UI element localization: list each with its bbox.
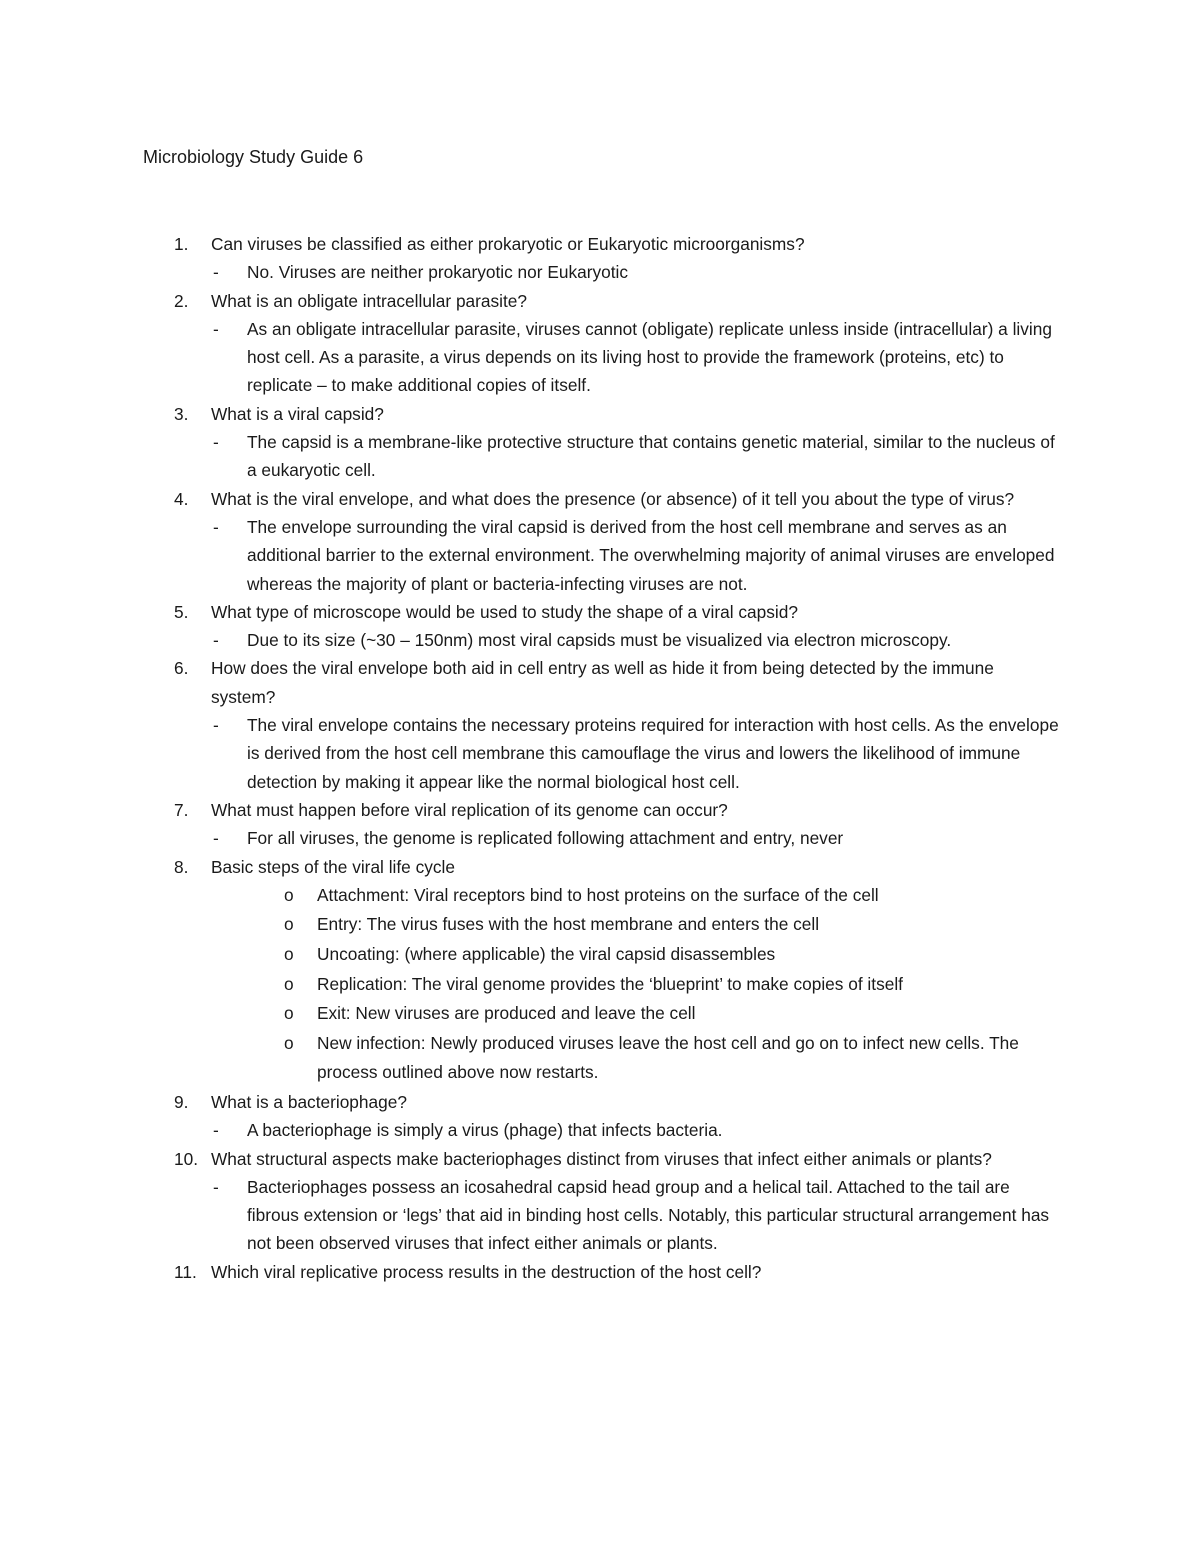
question-text: Basic steps of the viral life cycle (211, 856, 455, 877)
step-text: The virus fuses with the host membrane and enters the cell (366, 914, 820, 935)
life-cycle-step (0, 999, 1057, 1029)
question-number: 10. (174, 1148, 199, 1169)
circle-bullet-icon: o (284, 884, 294, 905)
dash-bullet: - (213, 630, 219, 651)
question-item (0, 654, 1061, 711)
answer-item (0, 824, 1062, 852)
answer-text: Due to its size (~30 – 150nm) most viral capsids must be visualized via electron microscopy. (247, 630, 952, 651)
question-text: Which viral replicative process results in the destruction of the host cell? (211, 1261, 762, 1282)
question-text: What is an obligate intracellular parasite? (211, 290, 528, 311)
answer-text: For all viruses, the genome is replicated following attachment and entry, never (247, 828, 844, 849)
dash-bullet: - (213, 715, 219, 736)
circle-bullet-icon: o (284, 1003, 294, 1024)
question-item (0, 796, 1061, 824)
dash-bullet: - (213, 1120, 219, 1141)
step-text: Viral receptors bind to host proteins on the surface of the cell (414, 884, 879, 905)
question-text: What structural aspects make bacteriophages distinct from viruses that infect either animals or plants? (211, 1148, 992, 1169)
answer-text: The viral envelope contains the necessary proteins required for interaction with host cells. As the envelope is derived from the host cell membrane this camouflage the virus and lowers the likelihood of immune detection by making it appear like the normal biological host cell. (247, 715, 1059, 792)
life-cycle-step (0, 881, 1057, 911)
question-number: 1. (174, 234, 189, 254)
question-text: What is a bacteriophage? (211, 1091, 407, 1112)
question-text: What must happen before viral replication of its genome can occur? (211, 799, 728, 820)
question-item (0, 598, 1061, 626)
answer-item (0, 315, 1062, 400)
step-term: Uncoating: (317, 944, 400, 965)
circle-bullet-icon: o (284, 944, 294, 965)
question-number: 7. (174, 799, 189, 820)
life-cycle-step (0, 1029, 1057, 1088)
step-text: The viral genome provides the ‘blueprint’ to make copies of itself (411, 973, 903, 994)
answer-item (0, 626, 1062, 654)
question-number: 6. (174, 658, 189, 679)
life-cycle-step (0, 970, 1057, 1000)
answer-item (0, 1173, 1062, 1258)
question-item (0, 1258, 1061, 1286)
answer-item (0, 711, 1062, 796)
circle-bullet-icon: o (284, 1032, 294, 1053)
answer-text: The capsid is a membrane-like protective structure that contains genetic material, similar to the nucleus of a eukaryotic cell. (247, 432, 1055, 481)
answer-text: No. Viruses are neither prokaryotic nor Eukaryotic (247, 262, 628, 283)
question-number: 3. (174, 403, 189, 424)
circle-bullet-icon: o (284, 973, 294, 994)
step-text: Newly produced viruses leave the host cell and go on to infect new cells. The process outlined above now restarts. (317, 1032, 1019, 1083)
answer-item (0, 513, 1062, 598)
answer-item (0, 428, 1062, 485)
step-text: New viruses are produced and leave the cell (355, 1003, 696, 1024)
question-item (0, 287, 1061, 315)
step-term: New infection: (317, 1032, 426, 1053)
answer-item (0, 1116, 1062, 1144)
question-number: 8. (174, 856, 189, 877)
dash-bullet: - (213, 318, 219, 339)
question-item (0, 1088, 1061, 1116)
question-number: 5. (174, 601, 189, 622)
answer-text: As an obligate intracellular parasite, viruses cannot (obligate) replicate unless inside (intracellular) a living host cell. As a parasite, a virus depends on its living host to provide the framework (proteins, etc) to replicate – to make additional copies of itself. (247, 318, 1052, 396)
question-text: What is the viral envelope, and what does the presence (or absence) of it tell you about the type of virus? (211, 488, 1015, 509)
life-cycle-step (0, 940, 1057, 970)
step-term: Attachment: (317, 884, 410, 905)
answer-item (0, 258, 1062, 286)
document-title: Microbiology Study Guide 6 (143, 147, 364, 167)
question-item (0, 853, 1061, 881)
answer-text: The envelope surrounding the viral capsid is derived from the host cell membrane and serves as an additional barrier to the external environment. The overwhelming majority of animal viruses are enveloped whereas the majority of plant or bacteria-infecting viruses are not. (247, 516, 1055, 594)
dash-bullet: - (213, 516, 219, 537)
step-term: Exit: (317, 1003, 351, 1024)
answer-text: Bacteriophages possess an icosahedral capsid head group and a helical tail. Attached to the tail are fibrous extension or ‘legs’ that aid in binding host cells. Notably, this particular structural arrangement has not been observed viruses that infect either animals or plants. (247, 1176, 1050, 1254)
answer-text: A bacteriophage is simply a virus (phage) that infects bacteria. (247, 1120, 723, 1141)
question-number: 9. (174, 1091, 189, 1112)
question-list (0, 230, 1200, 1286)
dash-bullet: - (213, 828, 219, 849)
question-number: 11. (174, 1261, 197, 1282)
dash-bullet: - (213, 1176, 219, 1197)
step-term: Entry: (317, 914, 363, 935)
circle-bullet-icon: o (284, 914, 294, 935)
dash-bullet: - (213, 262, 219, 283)
step-term: Replication: (317, 973, 408, 994)
question-number: 2. (174, 290, 189, 311)
question-item (0, 400, 1061, 428)
question-item (0, 1145, 1061, 1173)
life-cycle-step (0, 910, 1057, 940)
dash-bullet: - (213, 432, 219, 453)
question-text: What type of microscope would be used to study the shape of a viral capsid? (211, 601, 798, 622)
step-text: (where applicable) the viral capsid disassembles (404, 944, 776, 965)
question-number: 4. (174, 488, 189, 509)
question-item (0, 485, 1061, 513)
question-text: Can viruses be classified as either prokaryotic or Eukaryotic microorganisms? (211, 234, 805, 254)
question-text: What is a viral capsid? (211, 403, 384, 424)
question-text: How does the viral envelope both aid in cell entry as well as hide it from being detected by the immune system? (211, 658, 994, 707)
question-item (0, 230, 1061, 258)
